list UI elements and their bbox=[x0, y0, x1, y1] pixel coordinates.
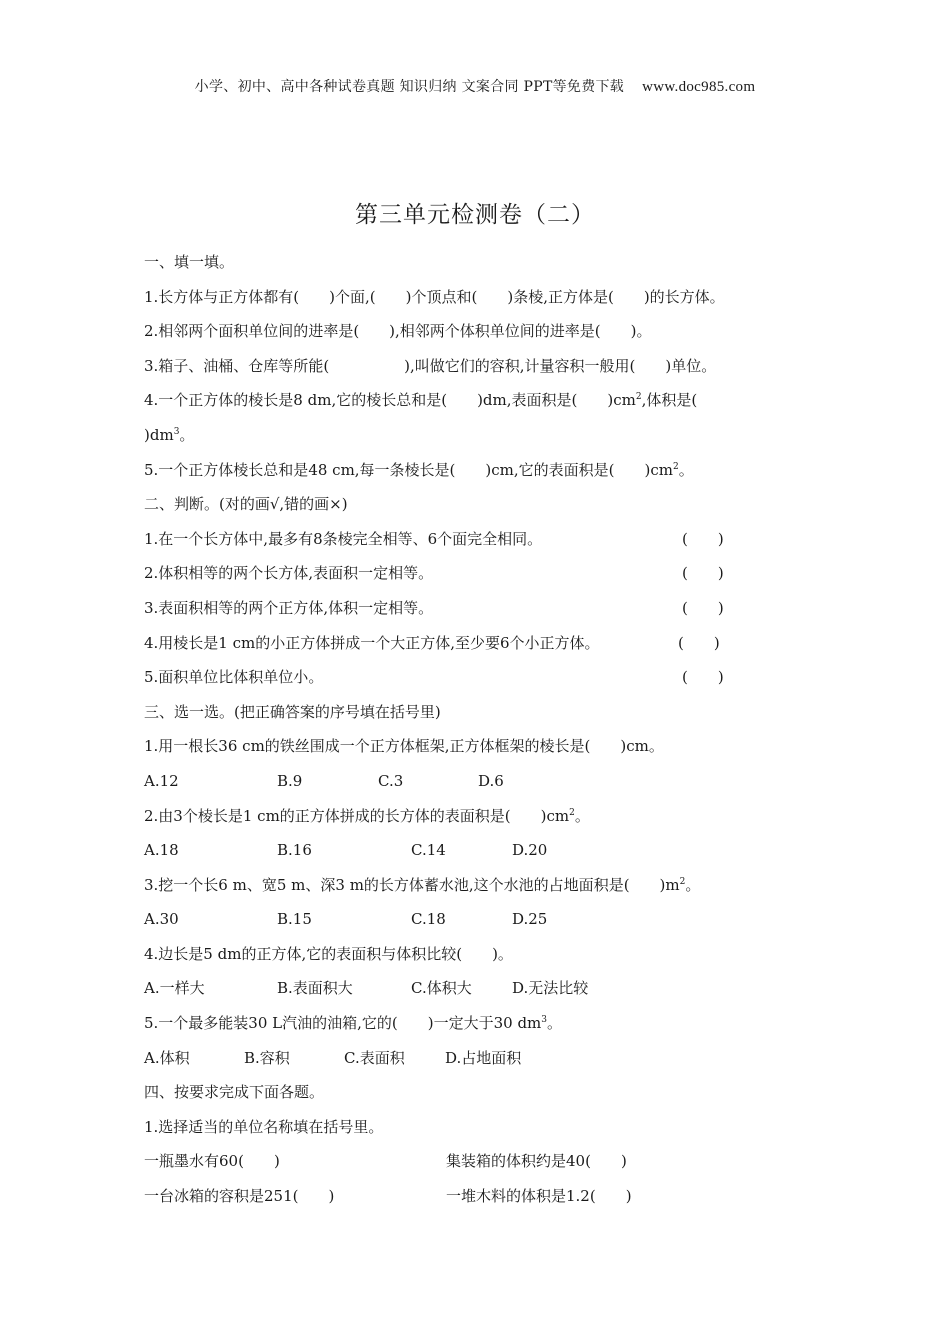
q4-part-b: ,体积是( bbox=[641, 391, 698, 410]
unit-item-container: 集装箱的体积约是40( ) bbox=[446, 1152, 627, 1171]
judge-answer-1: ( ) bbox=[682, 529, 724, 548]
choice-options-3 bbox=[144, 907, 844, 942]
choice-question-1: 1.用一根长36 cm的铁丝围成一个正方体框架,正方体框架的棱长是( )cm。 bbox=[144, 737, 664, 756]
option-b: B.16 bbox=[277, 841, 312, 860]
option-c: C.3 bbox=[378, 771, 404, 790]
choice-options-4 bbox=[144, 976, 844, 1011]
option-d: D.25 bbox=[512, 910, 548, 929]
q4-sup-3: 3 bbox=[173, 426, 180, 437]
choice-question-2 bbox=[144, 804, 844, 839]
judge-answer-2: ( ) bbox=[682, 564, 724, 583]
q5-sup-2: 2 bbox=[673, 461, 679, 472]
unit-item-fridge: 一台冰箱的容积是251( ) bbox=[144, 1187, 335, 1206]
page-header bbox=[0, 76, 950, 96]
choice-tail-5: 。 bbox=[547, 1014, 563, 1033]
option-b: B.表面积大 bbox=[277, 979, 353, 998]
q4-part-a: 4.一个正方体的棱长是8 dm,它的棱长总和是( )dm,表面积是( )cm bbox=[144, 391, 636, 410]
unit-item-ink: 一瓶墨水有60( ) bbox=[144, 1152, 280, 1171]
choice-text-2: 2.由3个棱长是1 cm的正方体拼成的长方体的表面积是( )cm bbox=[144, 806, 570, 825]
q2-sup: 2 bbox=[569, 807, 575, 818]
option-a: A.体积 bbox=[144, 1048, 190, 1067]
choice-question-3 bbox=[144, 873, 844, 908]
s1-question-5 bbox=[144, 458, 844, 493]
unit-row-1 bbox=[144, 1149, 844, 1184]
q4-part-d: 。 bbox=[179, 425, 195, 444]
judge-answer-5: ( ) bbox=[682, 668, 724, 687]
option-d: D.6 bbox=[478, 771, 504, 790]
option-c: C.18 bbox=[411, 910, 446, 929]
section-4-heading: 四、按要求完成下面各题。 bbox=[144, 1083, 325, 1102]
choice-question-5 bbox=[144, 1011, 844, 1046]
header-site: www.doc985.com bbox=[642, 79, 756, 95]
s1-question-2: 2.相邻两个面积单位间的进率是( ),相邻两个体积单位间的进率是( )。 bbox=[144, 322, 652, 341]
option-a: A.12 bbox=[144, 771, 179, 790]
q5-part-b: 。 bbox=[678, 460, 694, 479]
q5-part-a: 5.一个正方体棱长总和是48 cm,每一条棱长是( )cm,它的表面积是( )cm bbox=[144, 460, 673, 479]
judge-text-2: 2.体积相等的两个长方体,表面积一定相等。 bbox=[144, 564, 434, 583]
q4-part-c: )dm bbox=[144, 425, 174, 444]
s1-question-4 bbox=[144, 388, 844, 423]
option-d: D.占地面积 bbox=[445, 1048, 522, 1067]
judge-item-1 bbox=[144, 527, 844, 562]
section-3-heading: 三、选一选。(把正确答案的序号填在括号里) bbox=[144, 702, 441, 721]
choice-options-1 bbox=[144, 769, 844, 804]
option-b: B.容积 bbox=[244, 1048, 290, 1067]
q5-sup: 3 bbox=[541, 1015, 548, 1026]
s4-question-1: 1.选择适当的单位名称填在括号里。 bbox=[144, 1117, 384, 1136]
q3-sup: 2 bbox=[679, 876, 686, 887]
judge-item-5 bbox=[144, 665, 844, 700]
choice-text-5: 5.一个最多能装30 L汽油的油箱,它的( )一定大于30 dm bbox=[144, 1014, 542, 1033]
judge-text-4: 4.用棱长是1 cm的小正方体拼成一个大正方体,至少要6个小正方体。 bbox=[144, 633, 600, 652]
choice-text-3: 3.挖一个长6 m、宽5 m、深3 m的长方体蓄水池,这个水池的占地面积是( )m bbox=[144, 875, 680, 894]
page-title: 第三单元检测卷（二） bbox=[355, 202, 595, 228]
worksheet-content bbox=[144, 250, 844, 1219]
header-text: 小学、初中、高中各种试卷真题 知识归纳 文案合同 PPT等免费下载 bbox=[194, 79, 625, 95]
option-c: C.14 bbox=[411, 841, 446, 860]
option-a: A.30 bbox=[144, 910, 179, 929]
judge-text-1: 1.在一个长方体中,最多有8条棱完全相等、6个面完全相同。 bbox=[144, 529, 543, 548]
unit-item-wood: 一堆木料的体积是1.2( ) bbox=[446, 1187, 632, 1206]
section-1-heading: 一、填一填。 bbox=[144, 253, 235, 271]
option-d: D.无法比较 bbox=[512, 979, 589, 998]
option-a: A.18 bbox=[144, 841, 179, 860]
choice-question-4: 4.边长是5 dm的正方体,它的表面积与体积比较( )。 bbox=[144, 944, 513, 963]
judge-item-4 bbox=[144, 631, 844, 666]
s1-question-4-cont bbox=[144, 423, 844, 458]
choice-options-5 bbox=[144, 1046, 844, 1081]
choice-tail-3: 。 bbox=[685, 875, 701, 894]
option-c: C.体积大 bbox=[411, 979, 472, 998]
s1-question-1: 1.长方体与正方体都有( )个面,( )个顶点和( )条棱,正方体是( )的长方体。 bbox=[144, 287, 725, 306]
q4-sup-2: 2 bbox=[635, 392, 642, 403]
option-b: B.9 bbox=[277, 771, 303, 790]
judge-item-2 bbox=[144, 561, 844, 596]
unit-row-2 bbox=[144, 1184, 844, 1219]
option-a: A.一样大 bbox=[144, 979, 205, 998]
judge-answer-3: ( ) bbox=[682, 598, 724, 617]
s1-question-3: 3.箱子、油桶、仓库等所能( ),叫做它们的容积,计量容积一般用( )单位。 bbox=[144, 356, 717, 375]
judge-text-3: 3.表面积相等的两个正方体,体积一定相等。 bbox=[144, 598, 434, 617]
choice-tail-2: 。 bbox=[574, 806, 590, 825]
choice-options-2 bbox=[144, 838, 844, 873]
option-b: B.15 bbox=[277, 910, 312, 929]
judge-answer-4: ( ) bbox=[678, 633, 720, 652]
option-d: D.20 bbox=[512, 841, 548, 860]
section-2-heading: 二、判断。(对的画√,错的画×) bbox=[144, 495, 348, 514]
judge-item-3 bbox=[144, 596, 844, 631]
judge-text-5: 5.面积单位比体积单位小。 bbox=[144, 668, 324, 687]
option-c: C.表面积 bbox=[344, 1048, 405, 1067]
